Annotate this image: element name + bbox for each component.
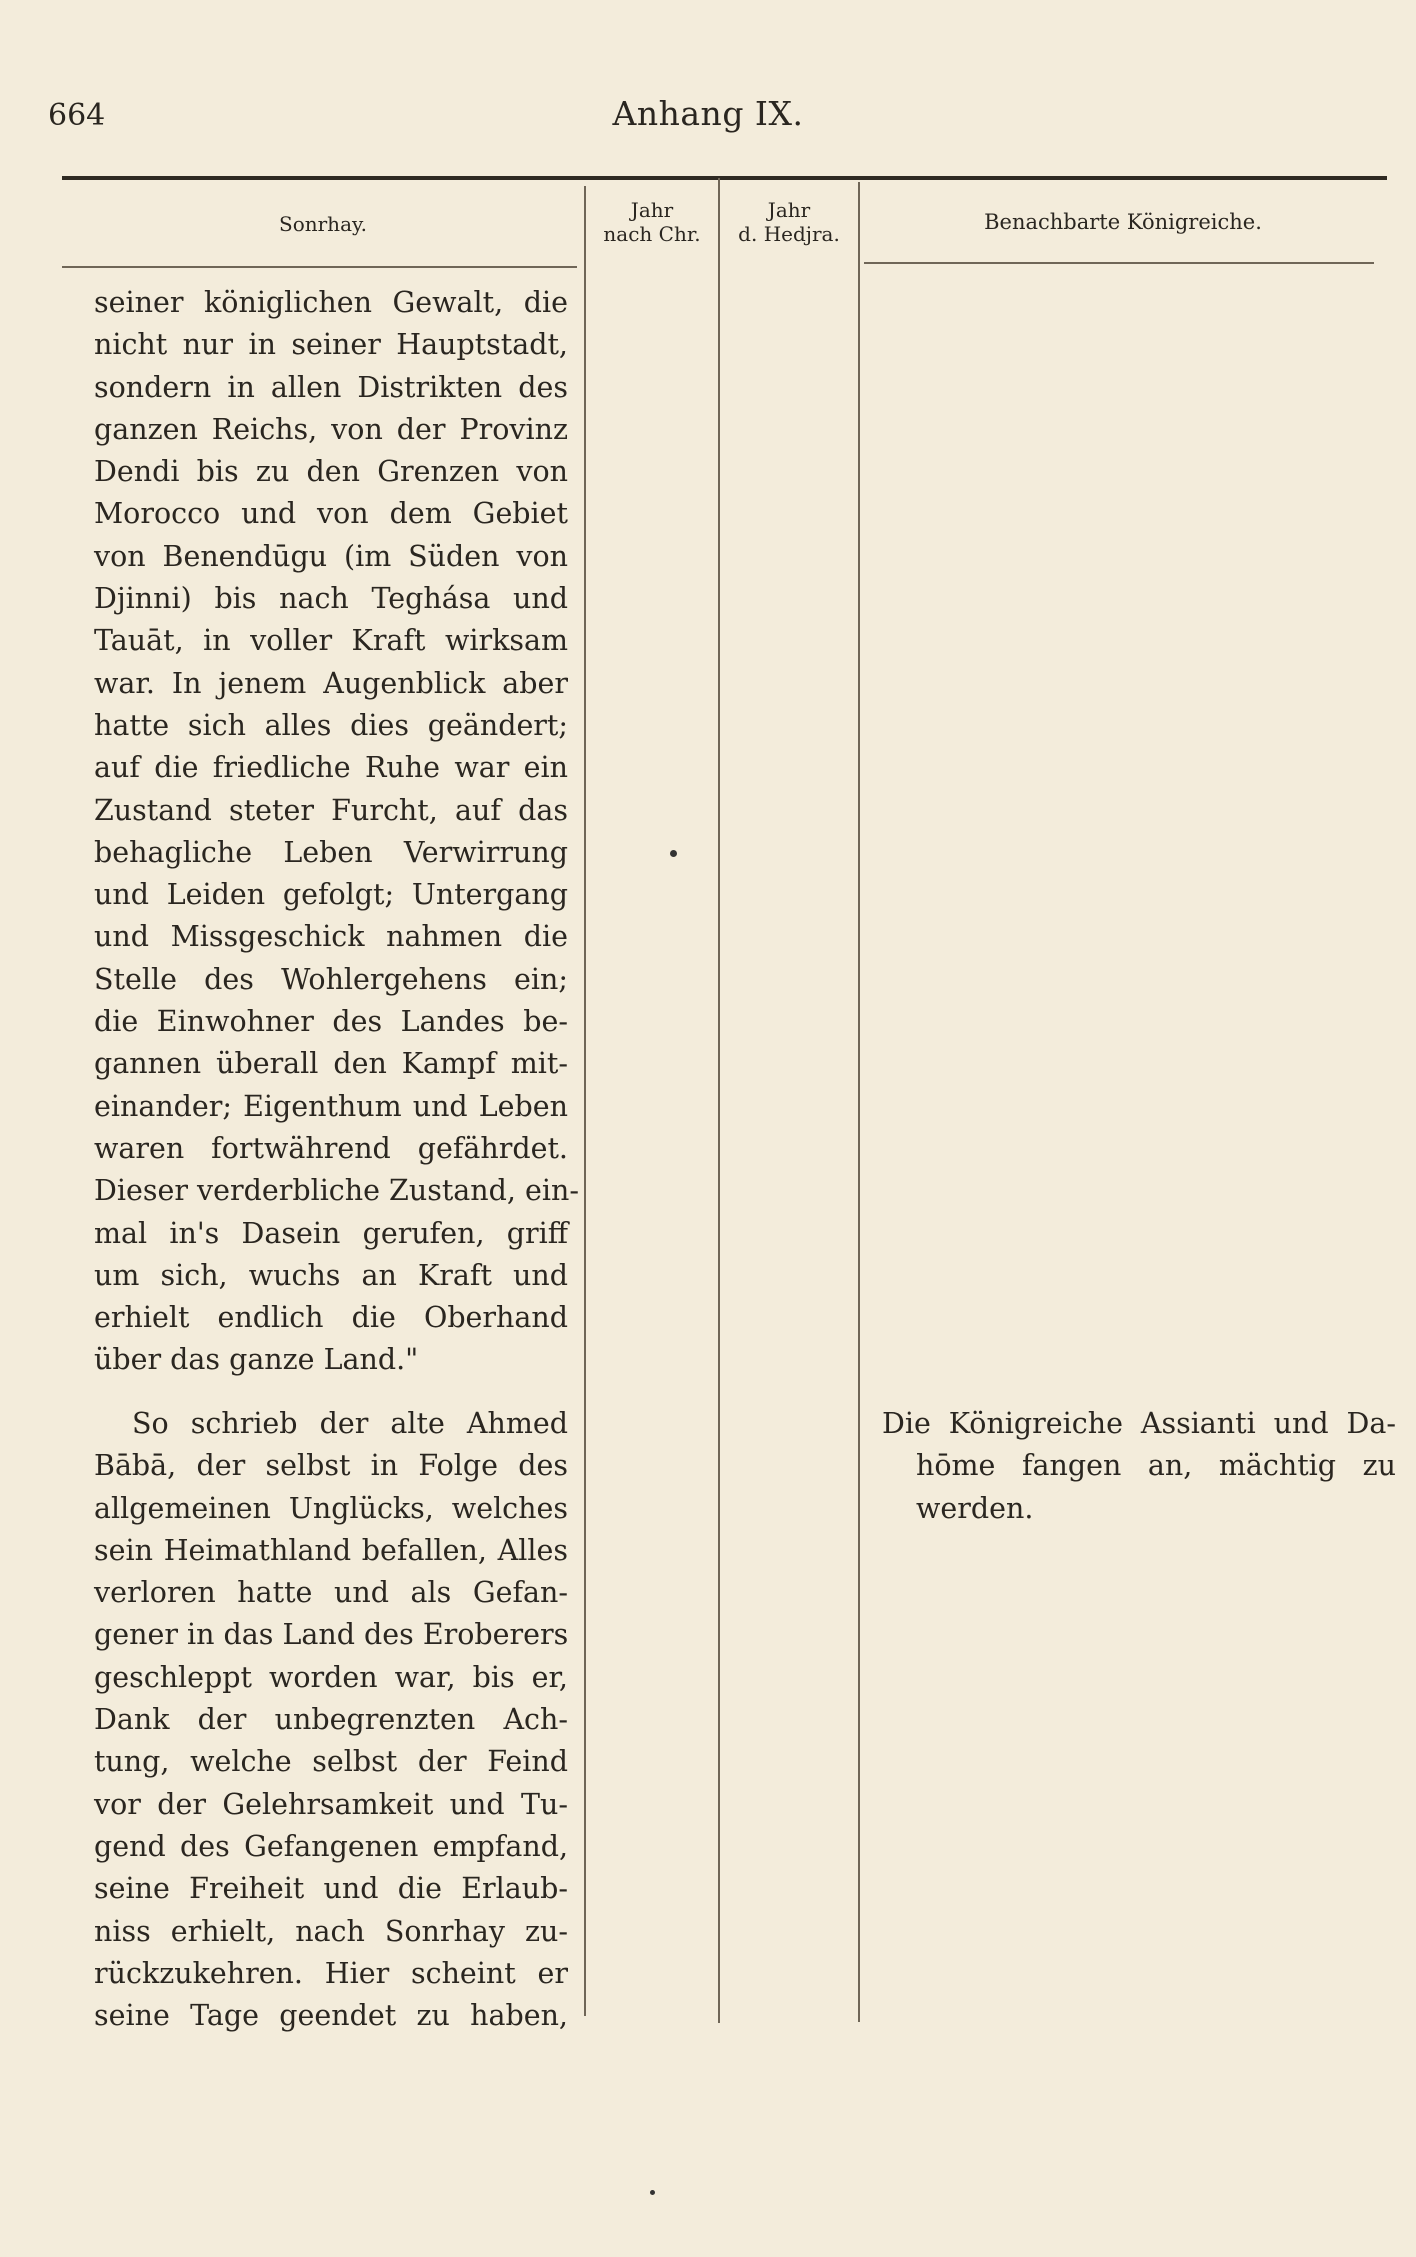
text-line: Morocco und von dem Gebiet <box>94 497 568 531</box>
text-line: gener in das Land des Eroberers <box>94 1618 569 1652</box>
text-line: erhielt endlich die Oberhand <box>94 1301 568 1335</box>
text-line: ganzen Reichs, von der Provinz <box>94 412 568 446</box>
text-line: war. In jenem Augenblick aber <box>94 666 568 700</box>
text-line: von Benendūgu (im Süden von <box>94 539 568 573</box>
text-line: mal in's Dasein gerufen, griff <box>94 1216 568 1250</box>
header-underline-col1 <box>62 266 577 268</box>
neighbours-paragraph <box>882 1403 1396 1530</box>
text-line: die Einwohner des Landes be- <box>94 1005 568 1039</box>
text-line: Bābā, der selbst in Folge des <box>94 1449 568 1483</box>
column-divider-1 <box>584 186 586 2016</box>
text-line: Djinni) bis nach Teghása und <box>94 582 568 616</box>
header-year-hedjra-line1: Jahr <box>767 198 811 222</box>
text-line: seine Tage geendet zu haben, <box>94 1999 568 2033</box>
print-mark <box>670 850 677 857</box>
text-line: allgemeinen Unglücks, welches <box>94 1491 568 1525</box>
text-line: niss erhielt, nach Sonrhay zu- <box>94 1914 568 1948</box>
text-line: So schrieb der alte Ahmed <box>132 1407 568 1440</box>
header-year-hedjra <box>720 198 858 246</box>
text-line: rückzukehren. Hier scheint er <box>94 1956 568 1990</box>
header-year-christian-line1: Jahr <box>630 198 674 222</box>
text-line: waren fortwährend gefährdet. <box>94 1131 568 1165</box>
text-line: nicht nur in seiner Hauptstadt, <box>94 328 568 362</box>
page-number: 664 <box>48 98 106 133</box>
sonrhay-paragraph-2 <box>94 1403 568 2037</box>
text-line: Stelle des Wohlergehens ein; <box>94 962 568 996</box>
text-line: verloren hatte und als Gefan- <box>94 1576 568 1610</box>
header-underline-col4 <box>864 262 1374 264</box>
text-line: Zustand steter Furcht, auf das <box>94 793 568 827</box>
column-divider-3 <box>858 182 860 2022</box>
text-line: vor der Gelehrsamkeit und Tu- <box>94 1787 568 1821</box>
text-line: seine Freiheit und die Erlaub- <box>94 1872 568 1906</box>
text-line: hatte sich alles dies geändert; <box>94 708 568 742</box>
header-year-hedjra-line2: d. Hedjra. <box>738 222 840 246</box>
header-sonrhay: Sonrhay. <box>279 212 367 236</box>
text-line: gannen überall den Kampf mit- <box>94 1047 568 1081</box>
text-line: einander; Eigenthum und Leben <box>94 1089 568 1123</box>
text-line: Dendi bis zu den Grenzen von <box>94 455 568 489</box>
table-top-rule <box>62 176 1387 180</box>
text-line: sondern in allen Distrikten des <box>94 370 568 404</box>
text-line: werden. <box>916 1491 1034 1525</box>
text-line: und Leiden gefolgt; Untergang <box>94 878 568 912</box>
text-line: behagliche Leben Verwirrung <box>94 835 568 869</box>
text-line: um sich, wuchs an Kraft und <box>94 1258 568 1292</box>
header-year-christian-line2: nach Chr. <box>603 222 701 246</box>
text-line: und Missgeschick nahmen die <box>94 920 568 954</box>
text-line: Dieser verderbliche Zustand, ein- <box>94 1174 579 1208</box>
text-line: Die Königreiche Assianti und Da- <box>882 1407 1396 1440</box>
print-mark <box>650 2190 655 2195</box>
text-line: Dank der unbegrenzten Ach- <box>94 1703 568 1737</box>
text-line: über das ganze Land." <box>94 1343 419 1377</box>
sonrhay-paragraph-1 <box>94 282 579 1382</box>
text-line: seiner königlichen Gewalt, die <box>94 286 568 319</box>
text-line: auf die friedliche Ruhe war ein <box>94 751 568 785</box>
text-line: hōme fangen an, mächtig zu <box>916 1449 1396 1483</box>
text-line: Tauāt, in voller Kraft wirksam <box>94 624 568 658</box>
text-line: sein Heimathland befallen, Alles <box>94 1533 568 1567</box>
header-year-christian <box>586 198 718 246</box>
text-line: gend des Gefangenen empfand, <box>94 1829 568 1863</box>
text-line: tung, welche selbst der Feind <box>94 1745 568 1779</box>
header-neighbouring-kingdoms: Benachbarte Königreiche. <box>984 210 1262 234</box>
text-line: geschleppt worden war, bis er, <box>94 1660 568 1694</box>
running-title: Anhang IX. <box>612 94 804 133</box>
column-divider-2 <box>718 178 720 2023</box>
